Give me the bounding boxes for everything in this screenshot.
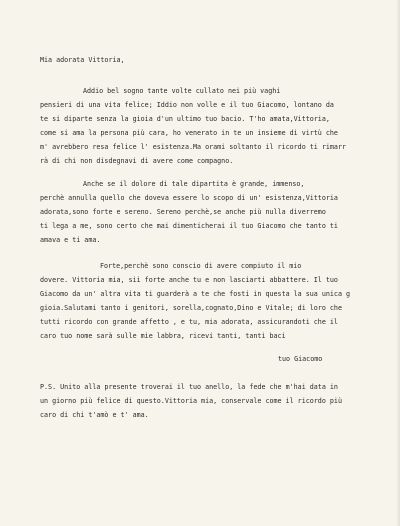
text-line: adorata,sono forte e sereno. Sereno perchè,se anche più nulla diverremo [40,208,326,216]
text-line: Anche se il dolore di tale dipartita è grande, immenso, [83,180,305,188]
text-line: Addio bel sogno tante volte cullato nei più vaghi [83,87,281,95]
text-line: caro di chi t'amò e t' ama. [40,411,149,419]
text-line: te si diparte senza la gioia d'un ultimo tuo bacio. T'ho amata,Vittoria, [40,115,330,123]
text-line: P.S. Unito alla presente troverai il tuo anello, la fede che m'hai data in [40,383,338,391]
text-line: come si ama la persona più cara, ho venerato in te un insieme di virtù che [40,129,338,137]
text-line: caro tuo nome sarà sulle mie labbra, ricevi tanti, tanti baci [40,332,286,340]
text-line: amava e ti ama. [40,236,101,244]
text-line: perchè annulla quello che doveva essere lo scopo di un' esistenza,Vittoria [40,194,338,202]
page-edge-shadow [396,0,400,526]
text-line: rà di chi non disdegnavi di avere come compagno. [40,157,234,165]
text-line: ti lega a me, sono certo che mai dimenticherai il tuo Giacomo che tanto ti [40,222,338,230]
text-line: Forte,perchè sono conscio di avere compiuto il mio [100,262,302,270]
text-line: dovere. Vittoria mia, sii forte anche tu e non lasciarti abbattere. Il tuo [40,276,338,284]
text-line: m' avrebbero resa felice l' esistenza.Ma orami soltanto il ricordo ti rimarr [40,143,346,151]
letter-salutation: Mia adorata Vittoria, [40,56,125,64]
text-line: tutti ricordo con grande affetto , e tu, mia adorata, assicurandoti che il [40,318,338,326]
text-line: gioia.Salutami tanto i genitori, sorella,cognato,Dino e Vitale; di loro che [40,304,342,312]
text-line: un giorno più felice di questo.Vittoria mia, conservale come il ricordo più [40,397,342,405]
signature: tuo Giacomo [278,355,323,363]
text-line: pensieri di una vita felice; Iddio non volle e il tuo Giacomo, lontano da [40,101,334,109]
text-line: Giacomo da un' altra vita ti guarderà a te che fosti in questa la sua unica g [40,290,351,298]
